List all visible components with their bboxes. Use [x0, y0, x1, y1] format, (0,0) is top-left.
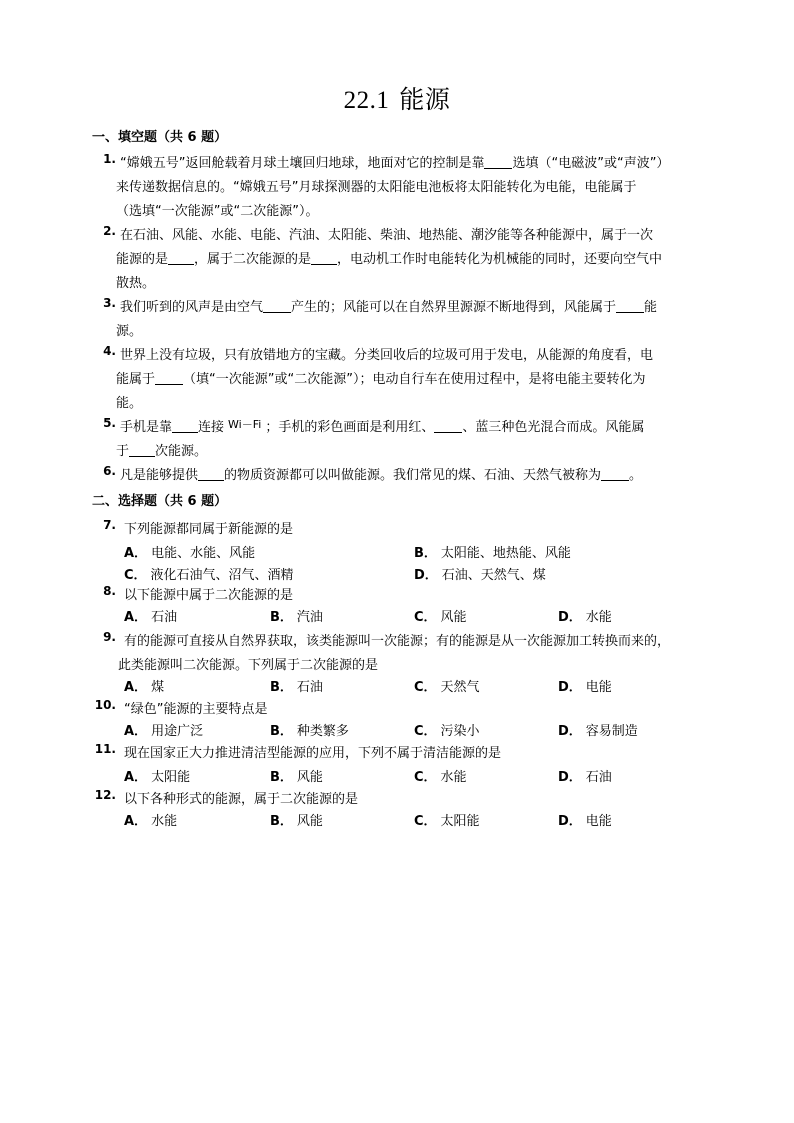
answer-blank[interactable]: [484, 155, 512, 169]
option-a[interactable]: A． 水能: [124, 814, 178, 829]
question-text: 凡是能够提供: [120, 468, 199, 483]
question-line: [116, 248, 662, 267]
question-text: 在石油、风能、水能、电能、汽油、太阳能、柴油、地热能、潮汐能等各种能源中，属于一次: [120, 228, 654, 243]
question-number: 7.: [103, 518, 116, 532]
question-text: 。: [629, 468, 643, 483]
question-text: 我们听到的风声是由空气: [120, 300, 264, 315]
option-d[interactable]: D． 容易制造: [558, 724, 638, 739]
question-stem: 下列能源都同属于新能源的是: [124, 522, 294, 537]
question-line: [116, 320, 142, 339]
option-d[interactable]: D． 电能: [558, 680, 612, 695]
option-a[interactable]: A． 太阳能: [124, 770, 191, 785]
question-line: [116, 440, 207, 459]
question-number: 1.: [103, 152, 116, 166]
option-c[interactable]: C． 水能: [414, 770, 467, 785]
question-number: 10.: [94, 698, 116, 712]
option-d[interactable]: D． 石油、天然气、煤: [414, 568, 546, 583]
question-text: 散热。: [116, 276, 156, 291]
question-number: 12.: [94, 788, 116, 802]
question-line: [120, 464, 642, 483]
question-text: （选填“一次能源”或“二次能源”）。: [116, 204, 319, 219]
question-text: ；手机的彩色画面是利用红、: [265, 420, 435, 435]
question-text: 产生的；风能可以在自然界里源源不断地得到，风能属于: [291, 300, 617, 315]
answer-blank[interactable]: [434, 419, 462, 433]
question-text: 于: [116, 444, 130, 459]
title-text: 能源: [399, 85, 451, 114]
answer-blank[interactable]: [129, 443, 155, 457]
question-text: 次能源。: [155, 444, 208, 459]
option-b[interactable]: B． 风能: [270, 770, 323, 785]
answer-blank[interactable]: [311, 251, 337, 265]
question-text: 连接: [198, 420, 225, 435]
question-stem: 以下各种形式的能源，属于二次能源的是: [124, 792, 359, 807]
option-a[interactable]: A． 煤: [124, 680, 165, 695]
question-stem: “绿色”能源的主要特点是: [124, 702, 268, 717]
question-text: 选填（“电磁波”或“声波”）: [512, 156, 670, 171]
answer-blank[interactable]: [172, 419, 198, 433]
question-line: [120, 224, 653, 243]
question-text: 来传递数据信息的。“嫦娥五号”月球探测器的太阳能电池板将太阳能转化为电能，电能属于: [116, 180, 637, 195]
title-number: 22.1: [343, 87, 390, 114]
question-number: 11.: [94, 742, 116, 756]
option-c[interactable]: C． 天然气: [414, 680, 480, 695]
question-text: （填“一次能源”或“二次能源”）；电动自行车在使用过程中，是将电能主要转化为: [183, 372, 646, 387]
question-number: 4.: [103, 344, 116, 358]
question-text: ，属于二次能源的是: [194, 252, 312, 267]
question-number: 5.: [103, 416, 116, 430]
question-number: 8.: [103, 584, 116, 598]
question-line: [120, 296, 657, 315]
option-c[interactable]: C． 风能: [414, 610, 467, 625]
option-d[interactable]: D． 石油: [558, 770, 612, 785]
answer-blank[interactable]: [198, 467, 224, 481]
question-text: ，电动机工作时电能转化为机械能的同时，还要向空气中: [337, 252, 663, 267]
section-choice-heading: 二、选择题（共 6 题）: [92, 494, 228, 509]
option-c[interactable]: C． 污染小: [414, 724, 480, 739]
option-d[interactable]: D． 电能: [558, 814, 612, 829]
question-line: [120, 344, 653, 363]
question-number: 2.: [103, 224, 116, 238]
section-fill-heading: 一、填空题（共 6 题）: [92, 130, 228, 145]
question-line: [120, 416, 644, 435]
question-line: [116, 176, 636, 195]
option-b[interactable]: B． 太阳能、地热能、风能: [414, 546, 571, 561]
option-b[interactable]: B． 风能: [270, 814, 323, 829]
question-number: 3.: [103, 296, 116, 310]
question-stem: 现在国家正大力推进清洁型能源的应用，下列不属于清洁能源的是: [124, 746, 502, 761]
question-text: 能源的是: [116, 252, 169, 267]
question-text: 能: [644, 300, 658, 315]
question-text: 源。: [116, 324, 143, 339]
question-text: 手机是靠: [120, 420, 173, 435]
answer-blank[interactable]: [155, 371, 183, 385]
question-stem: 以下能源中属于二次能源的是: [124, 588, 294, 603]
option-d[interactable]: D． 水能: [558, 610, 612, 625]
option-b[interactable]: B． 石油: [270, 680, 323, 695]
question-line: [116, 200, 318, 219]
question-text: 能。: [116, 396, 143, 411]
option-b[interactable]: B． 汽油: [270, 610, 323, 625]
question-line: [116, 368, 645, 387]
answer-blank[interactable]: [601, 467, 629, 481]
answer-blank[interactable]: [616, 299, 644, 313]
question-number: 6.: [103, 464, 116, 478]
option-b[interactable]: B． 种类繁多: [270, 724, 349, 739]
question-line: [116, 392, 142, 411]
option-c[interactable]: C． 液化石油气、沼气、酒精: [124, 568, 294, 583]
question-text: 世界上没有垃圾，只有放错地方的宝藏。分类回收后的垃圾可用于发电，从能源的角度看，电: [120, 348, 654, 363]
wifi-label: Wi－Fi: [228, 418, 262, 431]
option-a[interactable]: A． 电能、水能、风能: [124, 546, 256, 561]
option-a[interactable]: A． 用途广泛: [124, 724, 204, 739]
option-a[interactable]: A． 石油: [124, 610, 178, 625]
question-text: “嫦娥五号”返回舱载着月球土壤回归地球，地面对它的控制是靠: [120, 156, 485, 171]
answer-blank[interactable]: [168, 251, 194, 265]
question-text: 能属于: [116, 372, 156, 387]
question-stem: 有的能源可直接从自然界获取，该类能源叫一次能源；有的能源是从一次能源加工转换而来的，: [124, 634, 671, 649]
question-text: 的物质资源都可以叫做能源。我们常见的煤、石油、天然气被称为: [224, 468, 602, 483]
question-number: 9.: [103, 630, 116, 644]
answer-blank[interactable]: [263, 299, 291, 313]
question-stem: 此类能源叫二次能源。下列属于二次能源的是: [118, 658, 379, 673]
option-c[interactable]: C． 太阳能: [414, 814, 480, 829]
question-line: [116, 272, 155, 291]
question-line: [120, 152, 669, 171]
question-text: 、蓝三种色光混合而成。风能属: [462, 420, 645, 435]
page-title: [0, 80, 794, 116]
